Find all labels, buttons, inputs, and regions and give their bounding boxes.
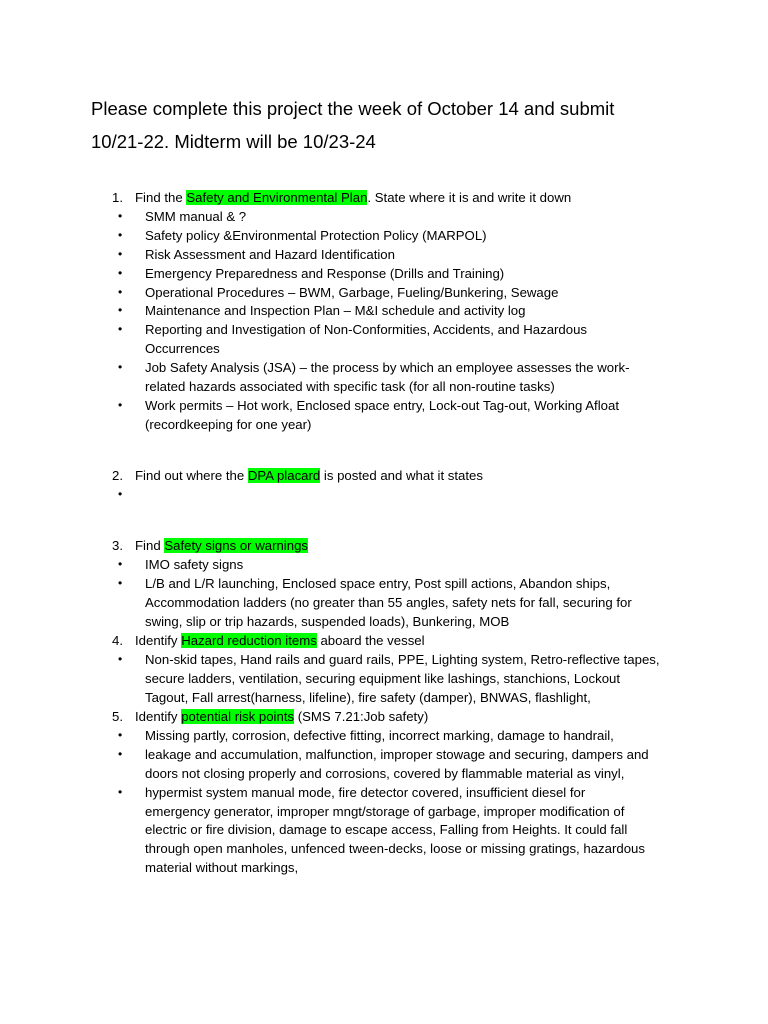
item-number: 3. <box>112 538 123 553</box>
highlighted-term: Hazard reduction items <box>181 633 317 648</box>
highlighted-term: potential risk points <box>181 709 295 724</box>
bullet-icon: • <box>118 227 123 242</box>
item-number: 4. <box>112 633 123 648</box>
bullet-icon: • <box>118 303 123 318</box>
bullet-icon: • <box>118 322 123 337</box>
bullet-text: Work permits – Hot work, Enclosed space entry, Lock-out Tag-out, Working Afloat <box>145 397 619 413</box>
heading-pre: Find <box>135 538 165 553</box>
bullet-icon: • <box>118 397 123 412</box>
bullet-text: Job Safety Analysis (JSA) – the process by which an employee assesses the work- <box>145 360 630 376</box>
heading-post: (SMS 7.21:Job safety) <box>294 709 429 724</box>
bullet-text: through open manholes, unfenced tween-decks, loose or missing gratings, hazardous <box>145 841 645 857</box>
bullet-icon: • <box>118 246 123 261</box>
bullet-icon: • <box>118 651 123 666</box>
highlighted-term: Safety and Environmental Plan <box>186 190 368 205</box>
bullet-icon: • <box>118 284 123 299</box>
item-heading-text <box>135 188 571 207</box>
bullet-text: related hazards associated with specific task (for all non-routine tasks) <box>145 379 555 394</box>
bullet-text: material without markings, <box>145 860 299 876</box>
page-title <box>91 92 731 158</box>
item-number: 1. <box>112 190 123 205</box>
heading-pre: Find out where the <box>135 468 248 483</box>
highlighted-term: Safety signs or warnings <box>164 538 308 553</box>
heading-pre: Identify <box>135 709 182 724</box>
bullet-icon: • <box>118 556 123 571</box>
heading-post: aboard the vessel <box>316 633 425 648</box>
bullet-text: emergency generator, improper mngt/storage of garbage, improper modification of <box>145 803 625 819</box>
bullet-text: IMO safety signs <box>145 556 244 572</box>
bullet-text: Tagout, Fall arrest(harness, lifeline), fire safety (damper), BNWAS, flashlight, <box>145 689 591 705</box>
bullet-icon: • <box>118 784 123 799</box>
bullet-icon: • <box>118 575 123 590</box>
bullet-text: Safety policy &Environmental Protection Policy (MARPOL) <box>145 227 487 243</box>
bullet-text: electric or fire division, damage to escape access, Falling from Heights. It could fall <box>145 822 628 838</box>
bullet-text: L/B and L/R launching, Enclosed space entry, Post spill actions, Abandon ships, <box>145 575 611 591</box>
bullet-icon: • <box>118 265 123 280</box>
bullet-text: SMM manual & ? <box>145 208 247 224</box>
heading-pre: Find the <box>135 190 187 205</box>
bullet-text: hypermist system manual mode, fire detector covered, insufficient diesel for <box>145 784 586 800</box>
bullet-text: secure ladders, ventilation, securing equipment like lashings, stanchions, Lockout <box>145 670 621 686</box>
title-line-1: Please complete this project the week of October 14 and submit <box>91 98 615 119</box>
bullet-text: Reporting and Investigation of Non-Conformities, Accidents, and Hazardous <box>145 322 588 338</box>
heading-post: . State where it is and write it down <box>367 190 572 205</box>
item-number: 5. <box>112 709 123 724</box>
bullet-text: Accommodation ladders (no greater than 55 angles, safety nets for fall, securing for <box>145 594 632 610</box>
bullet-text: (recordkeeping for one year) <box>145 416 312 432</box>
bullet-icon: • <box>118 360 123 375</box>
bullet-text: Emergency Preparedness and Response (Drills and Training) <box>145 265 505 281</box>
item-heading-text <box>135 707 428 726</box>
bullet-text: swing, slip or trip hazards, suspended loads), Bunkering, MOB <box>145 613 510 629</box>
item-heading-text <box>135 466 483 485</box>
heading-post: is posted and what it states <box>320 468 483 483</box>
bullet-icon: • <box>118 727 123 742</box>
bullet-text: Risk Assessment and Hazard Identification <box>145 246 395 262</box>
highlighted-term: DPA placard <box>247 468 321 483</box>
bullet-icon: • <box>118 208 123 223</box>
bullet-text: Occurrences <box>145 341 220 357</box>
bullet-text: Missing partly, corrosion, defective fitting, incorrect marking, damage to handrail, <box>145 727 614 743</box>
bullet-icon: • <box>118 486 123 501</box>
bullet-text: Non-skid tapes, Hand rails and guard rails, PPE, Lighting system, Retro-reflective tapes, <box>145 651 660 667</box>
heading-pre: Identify <box>135 633 182 648</box>
bullet-text: Operational Procedures – BWM, Garbage, Fueling/Bunkering, Sewage <box>145 284 559 300</box>
bullet-text: leakage and accumulation, malfunction, improper stowage and securing, dampers and <box>145 746 649 762</box>
bullet-text: doors not closing properly and corrosions, covered by flammable material as vinyl, <box>145 765 625 781</box>
title-line-2: 10/21-22. Midterm will be 10/23-24 <box>91 131 376 152</box>
item-heading-text <box>135 536 308 555</box>
bullet-icon: • <box>118 746 123 761</box>
item-number: 2. <box>112 468 123 483</box>
bullet-text: Maintenance and Inspection Plan – M&I schedule and activity log <box>145 303 526 319</box>
item-heading-text <box>135 631 425 650</box>
